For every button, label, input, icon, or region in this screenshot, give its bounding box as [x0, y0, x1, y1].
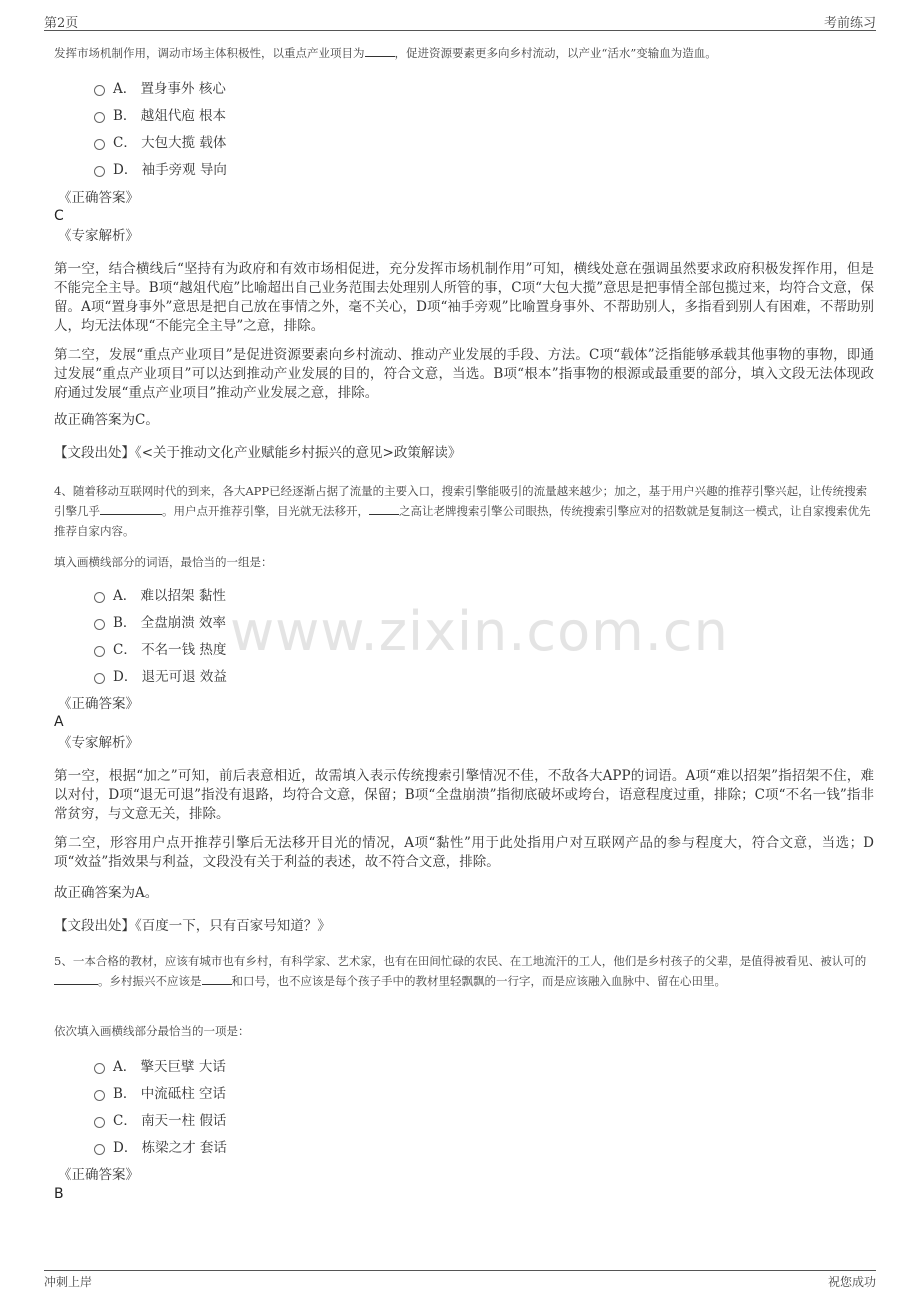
q4-analysis-p2: 第二空，形容用户点开推荐引擎后无法移开目光的情况，A项“黏性”用于此处指用户对互联网产品的参与程度大，符合文意，当选；D项“效益”指效果与利益，文段没有关于利益的表述，故不符合文意，排除。 [54, 835, 874, 870]
page-footer [44, 1270, 876, 1291]
footer-left: 冲刺上岸 [44, 1275, 93, 1289]
answer-label: 《正确答案》 [58, 696, 139, 712]
answer-label: 《正确答案》 [58, 1167, 139, 1183]
q3-option-b[interactable]: B． 越俎代庖 根本 [94, 106, 226, 126]
q4-analysis-p1: 第一空，根据“加之”可知，前后表意相近，故需填入表示传统搜索引擎情况不佳，不敌各大APP的词语。A项“难以招架”指招架不住，难以对付，D项“退无可退”指没有退路，均符合文意，保留；B项“全盘崩溃”指彻底破坏或垮台，语意程度过重，排除；C项“不名一钱”指非常贫穷，与文意无关，排除。 [54, 768, 874, 822]
q3-source: 【文段出处】《<关于推动文化产业赋能乡村振兴的意见>政策解读》 [54, 445, 462, 461]
radio-icon[interactable] [94, 166, 105, 177]
q5-stem: 5、一本合格的教材，应该有城市也有乡村，有科学家、艺术家，也有在田间忙碌的农民、在工地流汗的工人，他们是乡村孩子的父辈，是值得被看见、被认可的。乡村振兴不应该是 和口号，也不应该是每个孩子手中的教材里轻飘飘的一行字，而是应该融入血脉中、留在心田里。 [54, 954, 867, 988]
q5-option-b[interactable]: B． 中流砥柱 空话 [94, 1084, 226, 1104]
radio-icon[interactable] [94, 619, 105, 630]
radio-icon[interactable] [94, 1117, 105, 1128]
page-number: 第2页 [44, 16, 79, 31]
answer-label: 《正确答案》 [58, 190, 139, 206]
radio-icon[interactable] [94, 1090, 105, 1101]
radio-icon[interactable] [94, 139, 105, 150]
q4-prompt: 填入画横线部分的词语，最恰当的一组是： [54, 555, 273, 569]
analysis-label: 《专家解析》 [58, 228, 139, 244]
correct-answer: A [54, 714, 64, 730]
radio-icon[interactable] [94, 1144, 105, 1155]
q3-option-a[interactable]: A． 置身事外 核心 [94, 79, 226, 99]
q5-prompt: 依次填入画横线部分最恰当的一项是： [54, 1024, 250, 1038]
q3-analysis-p2: 第二空，发展“重点产业项目”是促进资源要素向乡村流动、推动产业发展的手段、方法。C项“载体”泛指能够承载其他事物的事物，即通过发展“重点产业项目”可以达到推动产业发展的目的，符合文意，当选。B项“根本”指事物的根源或最重要的部分，填入文段无法体现政府通过发展“重点产业项目”推动产业发展之意，排除。 [54, 347, 874, 401]
q3-conclusion: 故正确答案为C。 [54, 412, 159, 428]
radio-icon[interactable] [94, 646, 105, 657]
radio-icon[interactable] [94, 112, 105, 123]
watermark: www.zixin.com.cn [230, 600, 729, 663]
radio-icon[interactable] [94, 673, 105, 684]
footer-right: 祝您成功 [827, 1275, 876, 1289]
analysis-label: 《专家解析》 [58, 735, 139, 751]
q4-source: 【文段出处】《百度一下，只有百家号知道？》 [54, 918, 331, 934]
q3-option-c[interactable]: C． 大包大揽 载体 [94, 133, 226, 153]
q5-option-a[interactable]: A． 擎天巨擘 大话 [94, 1057, 226, 1077]
q3-analysis-p1: 第一空，结合横线后“坚持有为政府和有效市场相促进，充分发挥市场机制作用”可知，横线处意在强调虽然要求政府积极发挥作用，但是不能完全主导。B项“越俎代庖”比喻超出自己业务范围去处理别人所管的事，C项“大包大揽”意思是把事情全部包揽过来，均符合文意，保留。A项“置身事外”意思是把自己放在事情之外，毫不关心，D项“袖手旁观”比喻置身事外、不帮助别人，多指看到别人有困难，不帮助别人，均无法体现“不能完全主导”之意，排除。 [54, 261, 874, 334]
correct-answer: C [54, 208, 64, 224]
blank-line [100, 503, 162, 515]
q4-stem: 4、随着移动互联网时代的到来，各大APP已经逐渐占据了流量的主要入口，搜索引擎能吸引的流量越来越少；加之，基于用户兴趣的推荐引擎兴起，让传统搜索引擎几乎 。用户点开推荐引擎，目光就无法移开， 之高让老牌搜索引擎公司眼热，传统搜索引擎应对的招数就是复制这一模式，让自家搜索优先推荐自家内容。 [54, 484, 871, 538]
q4-conclusion: 故正确答案为A。 [54, 885, 159, 901]
q4-option-b[interactable]: B． 全盘崩溃 效率 [94, 613, 226, 633]
blank-line [369, 503, 399, 515]
q4-option-d[interactable]: D． 退无可退 效益 [94, 667, 227, 687]
radio-icon[interactable] [94, 592, 105, 603]
header-title: 考前练习 [823, 16, 876, 31]
q3-stem: 发挥市场机制作用，调动市场主体积极性，以重点产业项目为 ，促进资源要素更多向乡村流动，以产业“活水”变输血为造血。 [54, 46, 717, 60]
blank-line [54, 973, 98, 985]
q5-option-d[interactable]: D． 栋梁之才 套话 [94, 1138, 227, 1158]
q4-option-c[interactable]: C． 不名一钱 热度 [94, 640, 226, 660]
q4-option-a[interactable]: A． 难以招架 黏性 [94, 586, 226, 606]
radio-icon[interactable] [94, 1063, 105, 1074]
blank-line [202, 973, 232, 985]
q3-option-d[interactable]: D． 袖手旁观 导向 [94, 160, 227, 180]
blank-line [365, 45, 395, 57]
radio-icon[interactable] [94, 85, 105, 96]
correct-answer: B [54, 1186, 64, 1202]
q5-option-c[interactable]: C． 南天一柱 假话 [94, 1111, 226, 1131]
page-header [44, 12, 876, 31]
